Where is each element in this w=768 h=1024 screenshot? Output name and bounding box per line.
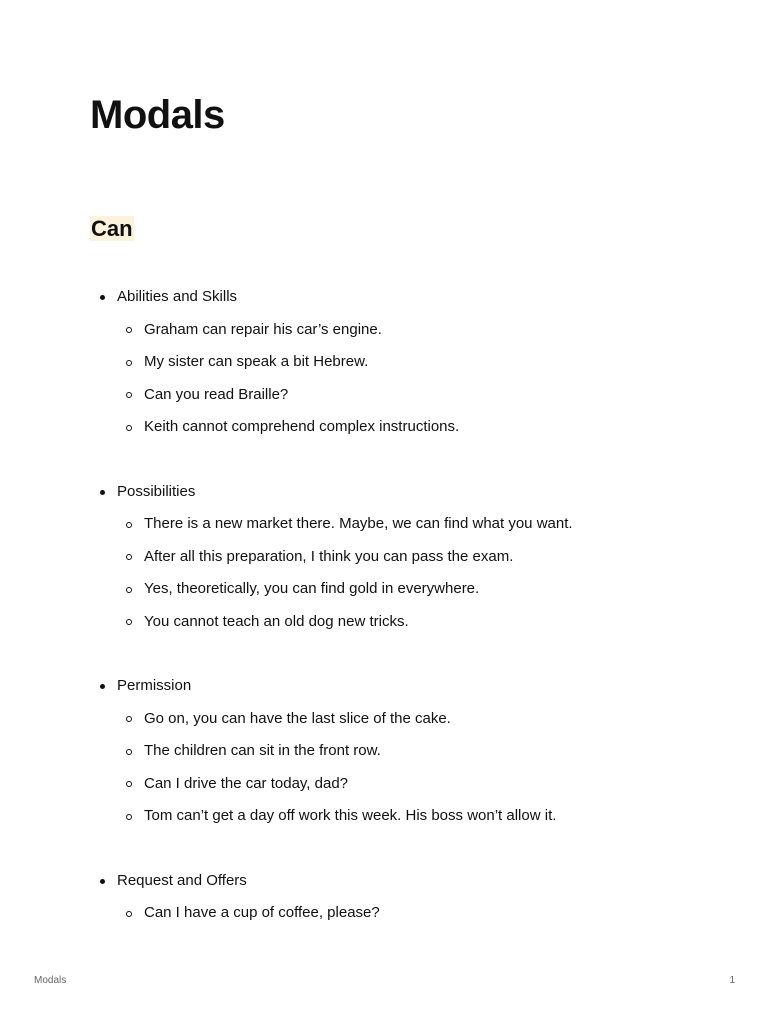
list-group <box>0 867 768 932</box>
bullet-list <box>0 283 768 964</box>
example-sentence: Can I have a cup of coffee, please? <box>144 904 380 921</box>
example-sentence: The children can sit in the front row. <box>144 742 381 759</box>
list-item <box>0 608 768 641</box>
list-item <box>0 672 768 705</box>
example-sentence: After all this preparation, I think you can pass the exam. <box>144 547 514 565</box>
example-sentence: You cannot teach an old dog new tricks. <box>144 612 409 630</box>
example-sentence: Yes, theoretically, you can find gold in everywhere. <box>144 580 480 597</box>
footer-document-title: Modals <box>34 975 67 986</box>
list-item <box>0 770 768 803</box>
circle-bullet-icon <box>126 554 132 560</box>
list-item <box>0 705 768 738</box>
list-item <box>0 478 768 511</box>
list-item <box>0 381 768 414</box>
list-item <box>0 802 768 835</box>
circle-bullet-icon <box>126 619 132 625</box>
circle-bullet-icon <box>126 911 132 917</box>
circle-bullet-icon <box>126 392 132 398</box>
list-item <box>0 283 768 316</box>
circle-bullet-icon <box>126 749 132 755</box>
list-item <box>0 575 768 608</box>
list-item <box>0 316 768 349</box>
bullet-icon <box>100 684 105 689</box>
group-label: Possibilities <box>117 482 196 500</box>
circle-bullet-icon <box>126 781 132 787</box>
example-sentence: Keith cannot comprehend complex instructions. <box>144 418 460 435</box>
page-title: Modals <box>90 93 225 137</box>
example-sentence: Graham can repair his car’s engine. <box>144 320 382 338</box>
circle-bullet-icon <box>126 327 132 333</box>
circle-bullet-icon <box>126 814 132 820</box>
list-item <box>0 543 768 576</box>
list-item <box>0 348 768 381</box>
example-sentence: Go on, you can have the last slice of the cake. <box>144 709 451 727</box>
bullet-icon <box>100 490 105 495</box>
list-group <box>0 672 768 835</box>
example-sentence: Can I drive the car today, dad? <box>144 774 349 792</box>
group-label: Abilities and Skills <box>117 288 238 305</box>
page-number: 1 <box>729 975 735 986</box>
example-sentence: Can you read Braille? <box>144 385 289 403</box>
section-heading <box>90 215 134 243</box>
circle-bullet-icon <box>126 716 132 722</box>
section-heading-highlight: Can <box>91 216 133 241</box>
example-sentence: My sister can speak a bit Hebrew. <box>144 353 369 370</box>
group-label: Request and Offers <box>117 871 247 889</box>
list-item <box>0 737 768 770</box>
example-sentence: There is a new market there. Maybe, we can find what you want. <box>144 515 573 532</box>
circle-bullet-icon <box>126 425 132 431</box>
list-group <box>0 283 768 446</box>
list-item <box>0 899 768 932</box>
circle-bullet-icon <box>126 360 132 366</box>
example-sentence: Tom can’t get a day off work this week. His boss won’t allow it. <box>144 807 557 824</box>
list-item <box>0 413 768 446</box>
circle-bullet-icon <box>126 522 132 528</box>
circle-bullet-icon <box>126 587 132 593</box>
list-item <box>0 867 768 900</box>
bullet-icon <box>100 879 105 884</box>
group-label: Permission <box>117 677 192 694</box>
bullet-icon <box>100 295 105 300</box>
list-group <box>0 478 768 641</box>
list-item <box>0 510 768 543</box>
